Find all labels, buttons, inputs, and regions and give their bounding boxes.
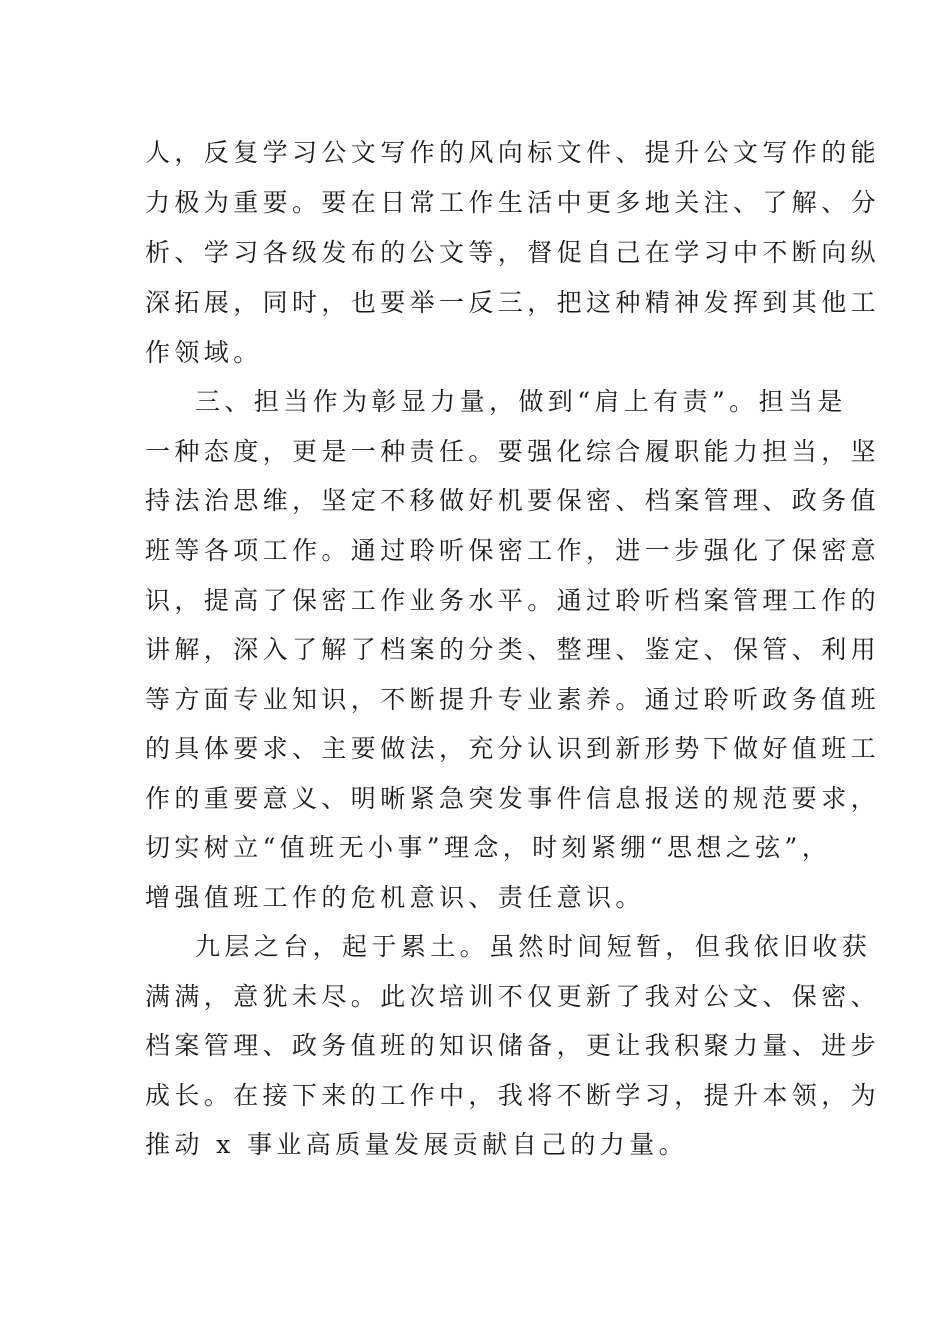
text-line: 档案管理、政务值班的知识储备，更让我积聚力量、进步 <box>145 1031 881 1060</box>
text-line: 深拓展，同时，也要举一反三，把这种精神发挥到其他工 <box>145 288 881 317</box>
text-line: 九层之台，起于累土。虽然时间短暂，但我依旧收获 <box>195 932 872 961</box>
text-line: 析、学习各级发布的公文等，督促自己在学习中不断向纵 <box>145 238 881 267</box>
text-line: 一种态度，更是一种责任。要强化综合履职能力担当，坚 <box>145 437 881 466</box>
text-line: 作的重要意义、明晰紧急突发事件信息报送的规范要求， <box>145 784 881 813</box>
text-line: 满满，意犹未尽。此次培训不仅更新了我对公文、保密、 <box>145 982 881 1011</box>
text-line: 推动 x 事业高质量发展贡献自己的力量。 <box>145 1130 688 1159</box>
text-line: 作领域。 <box>145 338 263 367</box>
text-line: 等方面专业知识，不断提升专业素养。通过聆听政务值班 <box>145 685 881 714</box>
text-line: 持法治思维，坚定不移做好机要保密、档案管理、政务值 <box>145 486 881 515</box>
text-line: 三、担当作为彰显力量，做到“肩上有责”。担当是 <box>195 387 847 416</box>
text-line: 增强值班工作的危机意识、责任意识。 <box>145 883 645 912</box>
text-line: 的具体要求、主要做法，充分认识到新形势下做好值班工 <box>145 734 881 763</box>
text-line: 班等各项工作。通过聆听保密工作，进一步强化了保密意 <box>145 536 881 565</box>
text-line: 讲解，深入了解了档案的分类、整理、鉴定、保管、利用 <box>145 635 881 664</box>
text-line: 识，提高了保密工作业务水平。通过聆听档案管理工作的 <box>145 586 881 615</box>
text-line: 力极为重要。要在日常工作生活中更多地关注、了解、分 <box>145 188 881 217</box>
text-line: 成长。在接下来的工作中，我将不断学习，提升本领，为 <box>145 1081 881 1110</box>
text-line: 切实树立“值班无小事”理念，时刻紧绷“思想之弦”， <box>145 833 832 862</box>
text-line: 人，反复学习公文写作的风向标文件、提升公文写作的能 <box>145 138 881 167</box>
